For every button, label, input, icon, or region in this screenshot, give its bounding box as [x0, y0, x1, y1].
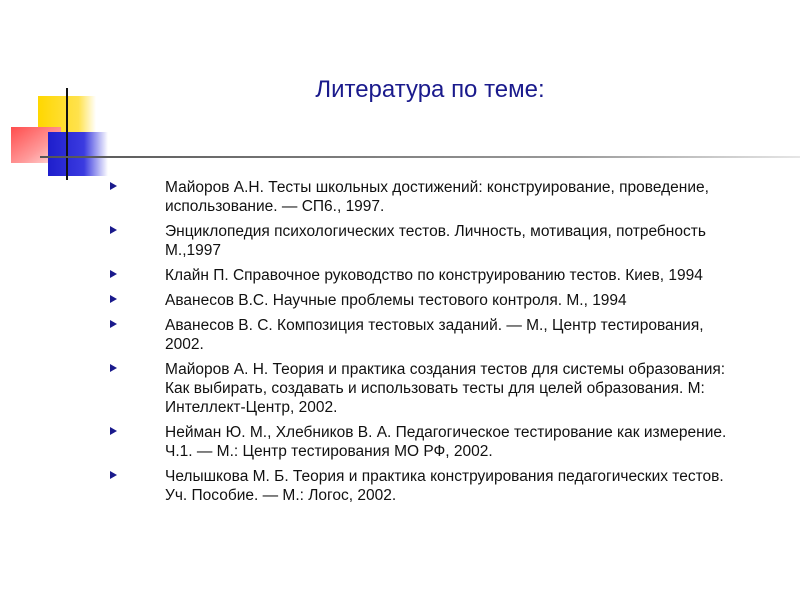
- list-item: [0, 467, 800, 505]
- bullet-icon: [110, 471, 117, 479]
- list-item-text: Аванесов В.С. Научные проблемы тестового контроля. М., 1994: [165, 292, 627, 309]
- bullet-icon: [110, 226, 117, 234]
- bullet-icon: [110, 427, 117, 435]
- list-item: [0, 178, 800, 216]
- horizontal-divider-line: [40, 156, 800, 158]
- bullet-icon: [110, 295, 117, 303]
- blue-square-shape: [48, 132, 108, 176]
- list-item: [0, 291, 800, 310]
- bullet-icon: [110, 182, 117, 190]
- list-item-text: Нейман Ю. М., Хлебников В. А. Педагогическое тестирование как измерение. Ч.1. — М.: Центр тестирования МО РФ, 2002.: [165, 424, 727, 460]
- list-item: [0, 266, 800, 285]
- list-item: [0, 423, 800, 461]
- list-item: [0, 316, 800, 354]
- vertical-line-shape: [66, 88, 68, 180]
- bullet-icon: [110, 320, 117, 328]
- bullet-icon: [110, 270, 117, 278]
- bullet-icon: [110, 364, 117, 372]
- bibliography-list: [0, 178, 800, 511]
- list-item: [0, 360, 800, 417]
- list-item-text: Клайн П. Справочное руководство по конструированию тестов. Киев, 1994: [165, 267, 703, 284]
- list-item-text: Майоров А.Н. Тесты школьных достижений: конструирование, проведение, использование. — СП6., 1997.: [165, 179, 709, 215]
- list-item-text: Энциклопедия психологических тестов. Личность, мотивация, потребность М.,1997: [165, 223, 706, 259]
- slide-title: Литература по теме:: [315, 76, 545, 103]
- list-item-text: Майоров А. Н. Теория и практика создания тестов для системы образования: Как выбирать, создавать и использовать тесты для целей образования. М: Интеллект-Центр, 2002.: [165, 361, 726, 416]
- list-item-text: Аванесов В. С. Композиция тестовых заданий. — М., Центр тестирования, 2002.: [165, 317, 704, 353]
- list-item: [0, 222, 800, 260]
- list-item-text: Челышкова М. Б. Теория и практика конструирования педагогических тестов. Уч. Пособие. — М.: Логос, 2002.: [165, 468, 724, 504]
